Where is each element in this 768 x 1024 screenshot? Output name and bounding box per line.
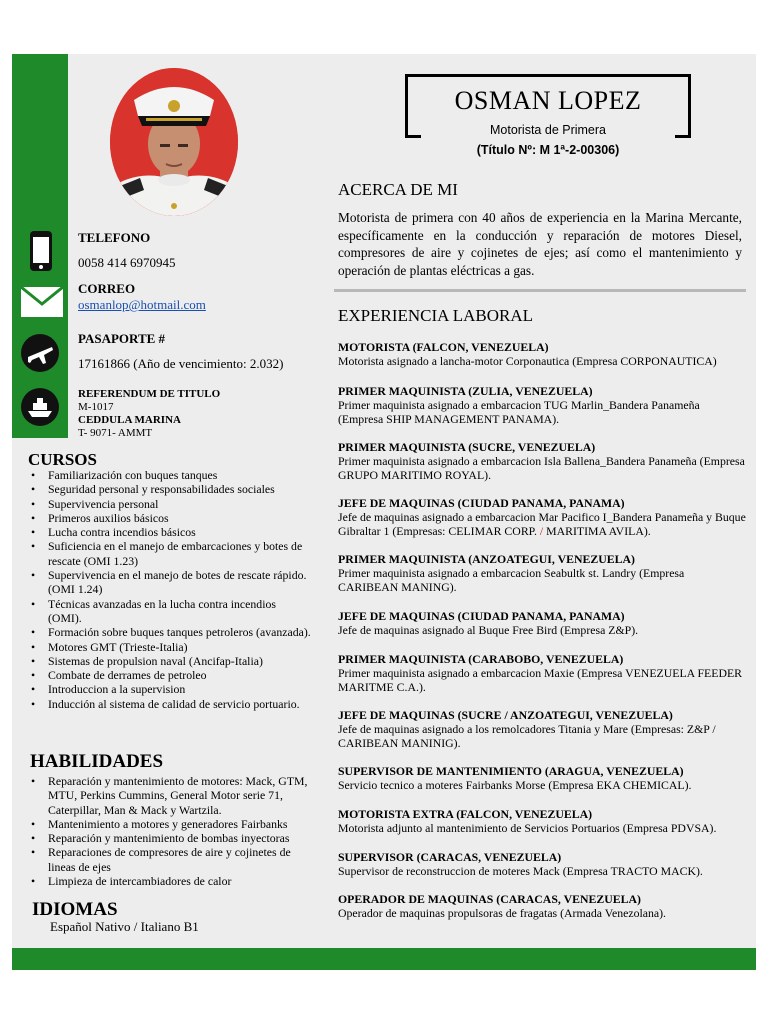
experience-desc: Jefe de maquinas asignado a los remolcadores Titania y Mare (Empresas: Z&P / CARIBEAN MANINIG). — [338, 722, 716, 750]
experience-item — [338, 609, 746, 637]
experience-item — [338, 496, 746, 538]
list-item: • Primeros auxilios básicos — [28, 511, 312, 525]
experience-role: OPERADOR DE MAQUINAS (CARACAS, VENEZUELA) — [338, 892, 641, 906]
list-item: • Introduccion a la supervision — [28, 682, 312, 696]
plane-icon — [20, 333, 60, 373]
list-item: • Supervivencia en el manejo de botes de rescate rápido. (OMI 1.24) — [28, 568, 312, 597]
list-item: • Motores GMT (Trieste-Italia) — [28, 640, 312, 654]
experience-desc — [338, 510, 746, 538]
experience-item — [338, 340, 746, 368]
footer-accent-bar — [12, 948, 756, 970]
passport-label: PASAPORTE # — [78, 331, 166, 346]
passport-number: 17161866 (Año de vencimiento: 2.032) — [78, 356, 284, 371]
list-item: • Lucha contra incendios básicos — [28, 525, 312, 539]
cedula-value: T- 9071- AMMT — [78, 427, 153, 439]
mail-icon — [20, 286, 64, 318]
experience-role: JEFE DE MAQUINAS (SUCRE / ANZOATEGUI, VENEZUELA) — [338, 708, 673, 722]
experience-desc: Primer maquinista asignado a embarcacion TUG Marlin_Bandera Panameña (Empresa SHIP MANAGEMENT PANAMA). — [338, 398, 700, 426]
experience-item — [338, 850, 746, 878]
cursos-list — [28, 468, 312, 711]
idiomas-text: Español Nativo / Italiano B1 — [50, 919, 199, 934]
email-link[interactable]: osmanlop@hotmail.com — [78, 297, 206, 312]
phone-icon — [28, 230, 54, 272]
experience-item — [338, 552, 746, 594]
experience-item — [338, 708, 746, 750]
person-name: OSMAN LOPEZ — [454, 86, 642, 115]
experience-desc: Operador de maquinas propulsoras de fragatas (Armada Venezolana). — [338, 906, 666, 920]
list-item: • Técnicas avanzadas en la lucha contra incendios (OMI). — [28, 597, 312, 626]
experience-desc-part: Jefe de maquinas asignado a embarcacion Mar Pacifico I_Bandera Panameña y Buque Gibraltar 1 (Empresas: CELIMAR CORP. — [338, 510, 746, 538]
list-item: • Inducción al sistema de calidad de servicio portuario. — [28, 697, 312, 711]
list-item: • Reparación y mantenimiento de motores: Mack, GTM, MTU, Perkins Cummins, General Motor serie 71, Caterpillar, Man & Mack y Wartzila. — [28, 774, 312, 817]
title-number: (Título Nº: M 1ª-2-00306) — [476, 143, 620, 157]
list-item: • Suficiencia en el manejo de embarcaciones y botes de rescate (OMI 1.23) — [28, 539, 312, 568]
list-item: • Formación sobre buques tanques petroleros (avanzada). — [28, 625, 312, 639]
experience-item — [338, 764, 746, 792]
experience-desc: Servicio tecnico a moteres Fairbanks Morse (Empresa EKA CHEMICAL). — [338, 778, 692, 792]
experience-desc-part: MARITIMA AVILA). — [543, 524, 651, 538]
experience-role: SUPERVISOR DE MANTENIMIENTO (ARAGUA, VENEZUELA) — [338, 764, 684, 778]
idiomas-title: IDIOMAS — [32, 899, 118, 920]
section-divider — [334, 289, 746, 292]
experience-desc: Primer maquinista asignado a embarcacion Maxie (Empresa VENEZUELA FEEDER MARITME C.A.). — [338, 666, 743, 694]
experience-desc-separator: / — [539, 524, 544, 538]
experience-desc: Motorista adjunto al mantenimiento de Servicios Portuarios (Empresa PDVSA). — [338, 821, 717, 835]
experience-item — [338, 652, 746, 694]
experience-role: SUPERVISOR (CARACAS, VENEZUELA) — [338, 850, 562, 864]
ship-icon — [20, 387, 60, 427]
experience-item — [338, 892, 746, 920]
phone-number: 0058 414 6970945 — [78, 255, 176, 270]
experience-role: MOTORISTA EXTRA (FALCON, VENEZUELA) — [338, 807, 593, 821]
cedula-label: CEDDULA MARINA — [78, 414, 181, 426]
habilidades-title: HABILIDADES — [30, 751, 164, 772]
experience-desc: Motorista asignado a lancha-motor Corponautica (Empresa CORPONAUTICA) — [338, 354, 717, 368]
experience-item — [338, 384, 746, 426]
about-text: Motorista de primera con 40 años de experiencia en la Marina Mercante, específicamente en la conducción y reparación de motores Diesel, compresores de aire y cojinetes de ejes; así como el mantenimiento y operación de plantas eléctricas a gas. — [338, 210, 742, 278]
list-item: • Seguridad personal y responsabilidades sociales — [28, 482, 312, 496]
habilidades-list — [28, 774, 312, 888]
experience-role: PRIMER MAQUINISTA (ZULIA, VENEZUELA) — [338, 384, 593, 398]
experience-role: PRIMER MAQUINISTA (CARABOBO, VENEZUELA) — [338, 652, 624, 666]
experience-desc: Primer maquinista asignado a embarcacion Seabultk st. Landry (Empresa CARIBEAN MANING). — [338, 566, 685, 594]
experience-desc: Jefe de maquinas asignado al Buque Free Bird (Empresa Z&P). — [338, 623, 639, 637]
list-item: • Sistemas de propulsion naval (Ancifap-Italia) — [28, 654, 312, 668]
list-item: • Combate de derrames de petroleo — [28, 668, 312, 682]
list-item: • Reparación y mantenimiento de bombas inyectoras — [28, 831, 312, 845]
experience-role: PRIMER MAQUINISTA (ANZOATEGUI, VENEZUELA) — [338, 552, 635, 566]
experience-role: JEFE DE MAQUINAS (CIUDAD PANAMA, PANAMA) — [338, 609, 625, 623]
cursos-title: CURSOS — [28, 450, 97, 469]
phone-label: TELEFONO — [78, 230, 151, 245]
about-title: ACERCA DE MI — [338, 180, 458, 199]
experience-title: EXPERIENCIA LABORAL — [338, 306, 534, 325]
experience-role: MOTORISTA (FALCON, VENEZUELA) — [338, 340, 549, 354]
experience-item — [338, 440, 746, 482]
referendum-value: M-1017 — [78, 401, 114, 413]
referendum-label: REFERENDUM DE TITULO — [78, 388, 221, 400]
experience-desc: Primer maquinista asignado a embarcacion Isla Ballena_Bandera Panameña (Empresa GRUPO MARITIMO ROYAL). — [338, 454, 745, 482]
list-item: • Mantenimiento a motores y generadores Fairbanks — [28, 817, 312, 831]
experience-role: PRIMER MAQUINISTA (SUCRE, VENEZUELA) — [338, 440, 596, 454]
email-label: CORREO — [78, 281, 136, 296]
experience-role: JEFE DE MAQUINAS (CIUDAD PANAMA, PANAMA) — [338, 496, 625, 510]
list-item: • Supervivencia personal — [28, 497, 312, 511]
experience-desc: Supervisor de reconstruccion de moteres Mack (Empresa TRACTO MACK). — [338, 864, 703, 878]
experience-item — [338, 807, 746, 835]
list-item: • Limpieza de intercambiadores de calor — [28, 874, 312, 888]
profile-photo — [110, 68, 238, 216]
job-title: Motorista de Primera — [489, 123, 606, 137]
list-item: • Familiarización con buques tanques — [28, 468, 312, 482]
list-item: • Reparaciones de compresores de aire y cojinetes de lineas de ejes — [28, 845, 312, 874]
